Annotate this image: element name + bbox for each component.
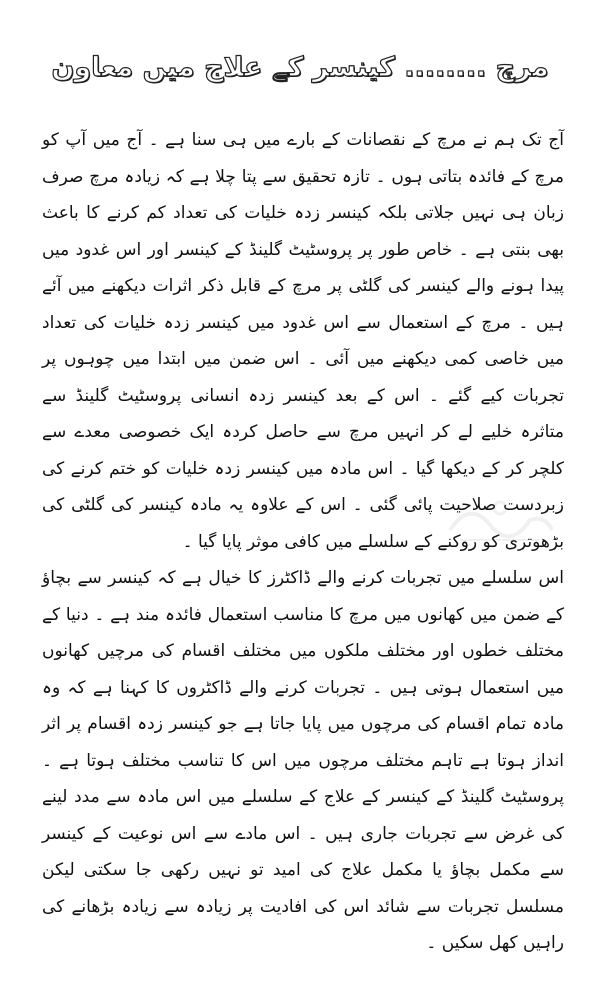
watermark-icon xyxy=(440,490,560,550)
page-title: مرچ ........ کینسر کے علاج میں معاون xyxy=(51,52,549,83)
paragraph-2: اس سلسلے میں تجربات کرنے والے ڈاکٹرز کا خیال ہے کہ کینسر سے بچاؤ کے ضمن میں کھانوں میں مرچ کا مناسب استعمال فائدہ مند ہے ۔ دنیا کے مختلف خطوں اور مختلف ملکوں میں مختلف اقسام کی مرچیں کھانوں میں استعمال ہوتی ہیں ۔ تجربات کرنے والے ڈاکٹروں کا کہنا ہے کہ وہ مادہ تمام اقسام کی مرچوں میں پایا جاتا ہے جو کینسر زدہ اقسام پر اثر انداز ہوتا ہے تاہم مختلف مرچوں میں اس کا تناسب مختلف ہوتا ہے ۔ پروسٹیٹ گلینڈ کے کینسر کے علاج کے سلسلے میں اس مادہ سے مدد لینے کی غرض سے تجربات جاری ہیں ۔ اس مادے سے اس نوعیت کے کینسر سے مکمل بچاؤ یا مکمل علاج کی امید تو نہیں رکھی جا سکتی لیکن مسلسل تجربات سے شائد اس کی افادیت پر زیادہ سے زیادہ بڑھانے کی راہیں کھل سکیں ۔ xyxy=(42,568,564,953)
paragraph-1: آج تک ہم نے مرچ کے نقصانات کے بارے میں ہی سنا ہے ۔ آج میں آپ کو مرچ کے فائدہ بتاتی ہوں ۔ تازہ تحقیق سے پتا چلا ہے کہ زیادہ مرچ صرف زبان ہی نہیں جلاتی بلکہ کینسر زدہ خلیات کی تعداد کم کرنے کا باعث بھی بنتی ہے ۔ خاص طور پر پروسٹیٹ گلینڈ کے کینسر اور اس غدود میں پیدا ہونے والے کینسر کی گلٹی پر مرچ کے قابل ذکر اثرات دیکھنے میں آئے ہیں ۔ مرچ کے استعمال سے اس غدود میں کینسر زدہ خلیات کی تعداد میں خاصی کمی دیکھنے میں آئی ۔ اس ضمن میں ابتدا میں چوہوں پر تجربات کیے گئے ۔ اس کے بعد کینسر زدہ انسانی پروسٹیٹ گلینڈ سے متاثرہ خلیے لے کر انہیں مرچ سے حاصل کردہ ایک خصوصی معدے سے کلچر کر کے دیکھا گیا ۔ اس مادہ میں کینسر زدہ خلیات کو ختم کرنے کی زبردست صلاحیت پائی گئی ۔ اس کے علاوہ یہ مادہ کینسر کی گلٹی کی بڑھوتری کو روکنے کے سلسلے میں کافی موثر پایا گیا ۔ xyxy=(42,130,564,552)
